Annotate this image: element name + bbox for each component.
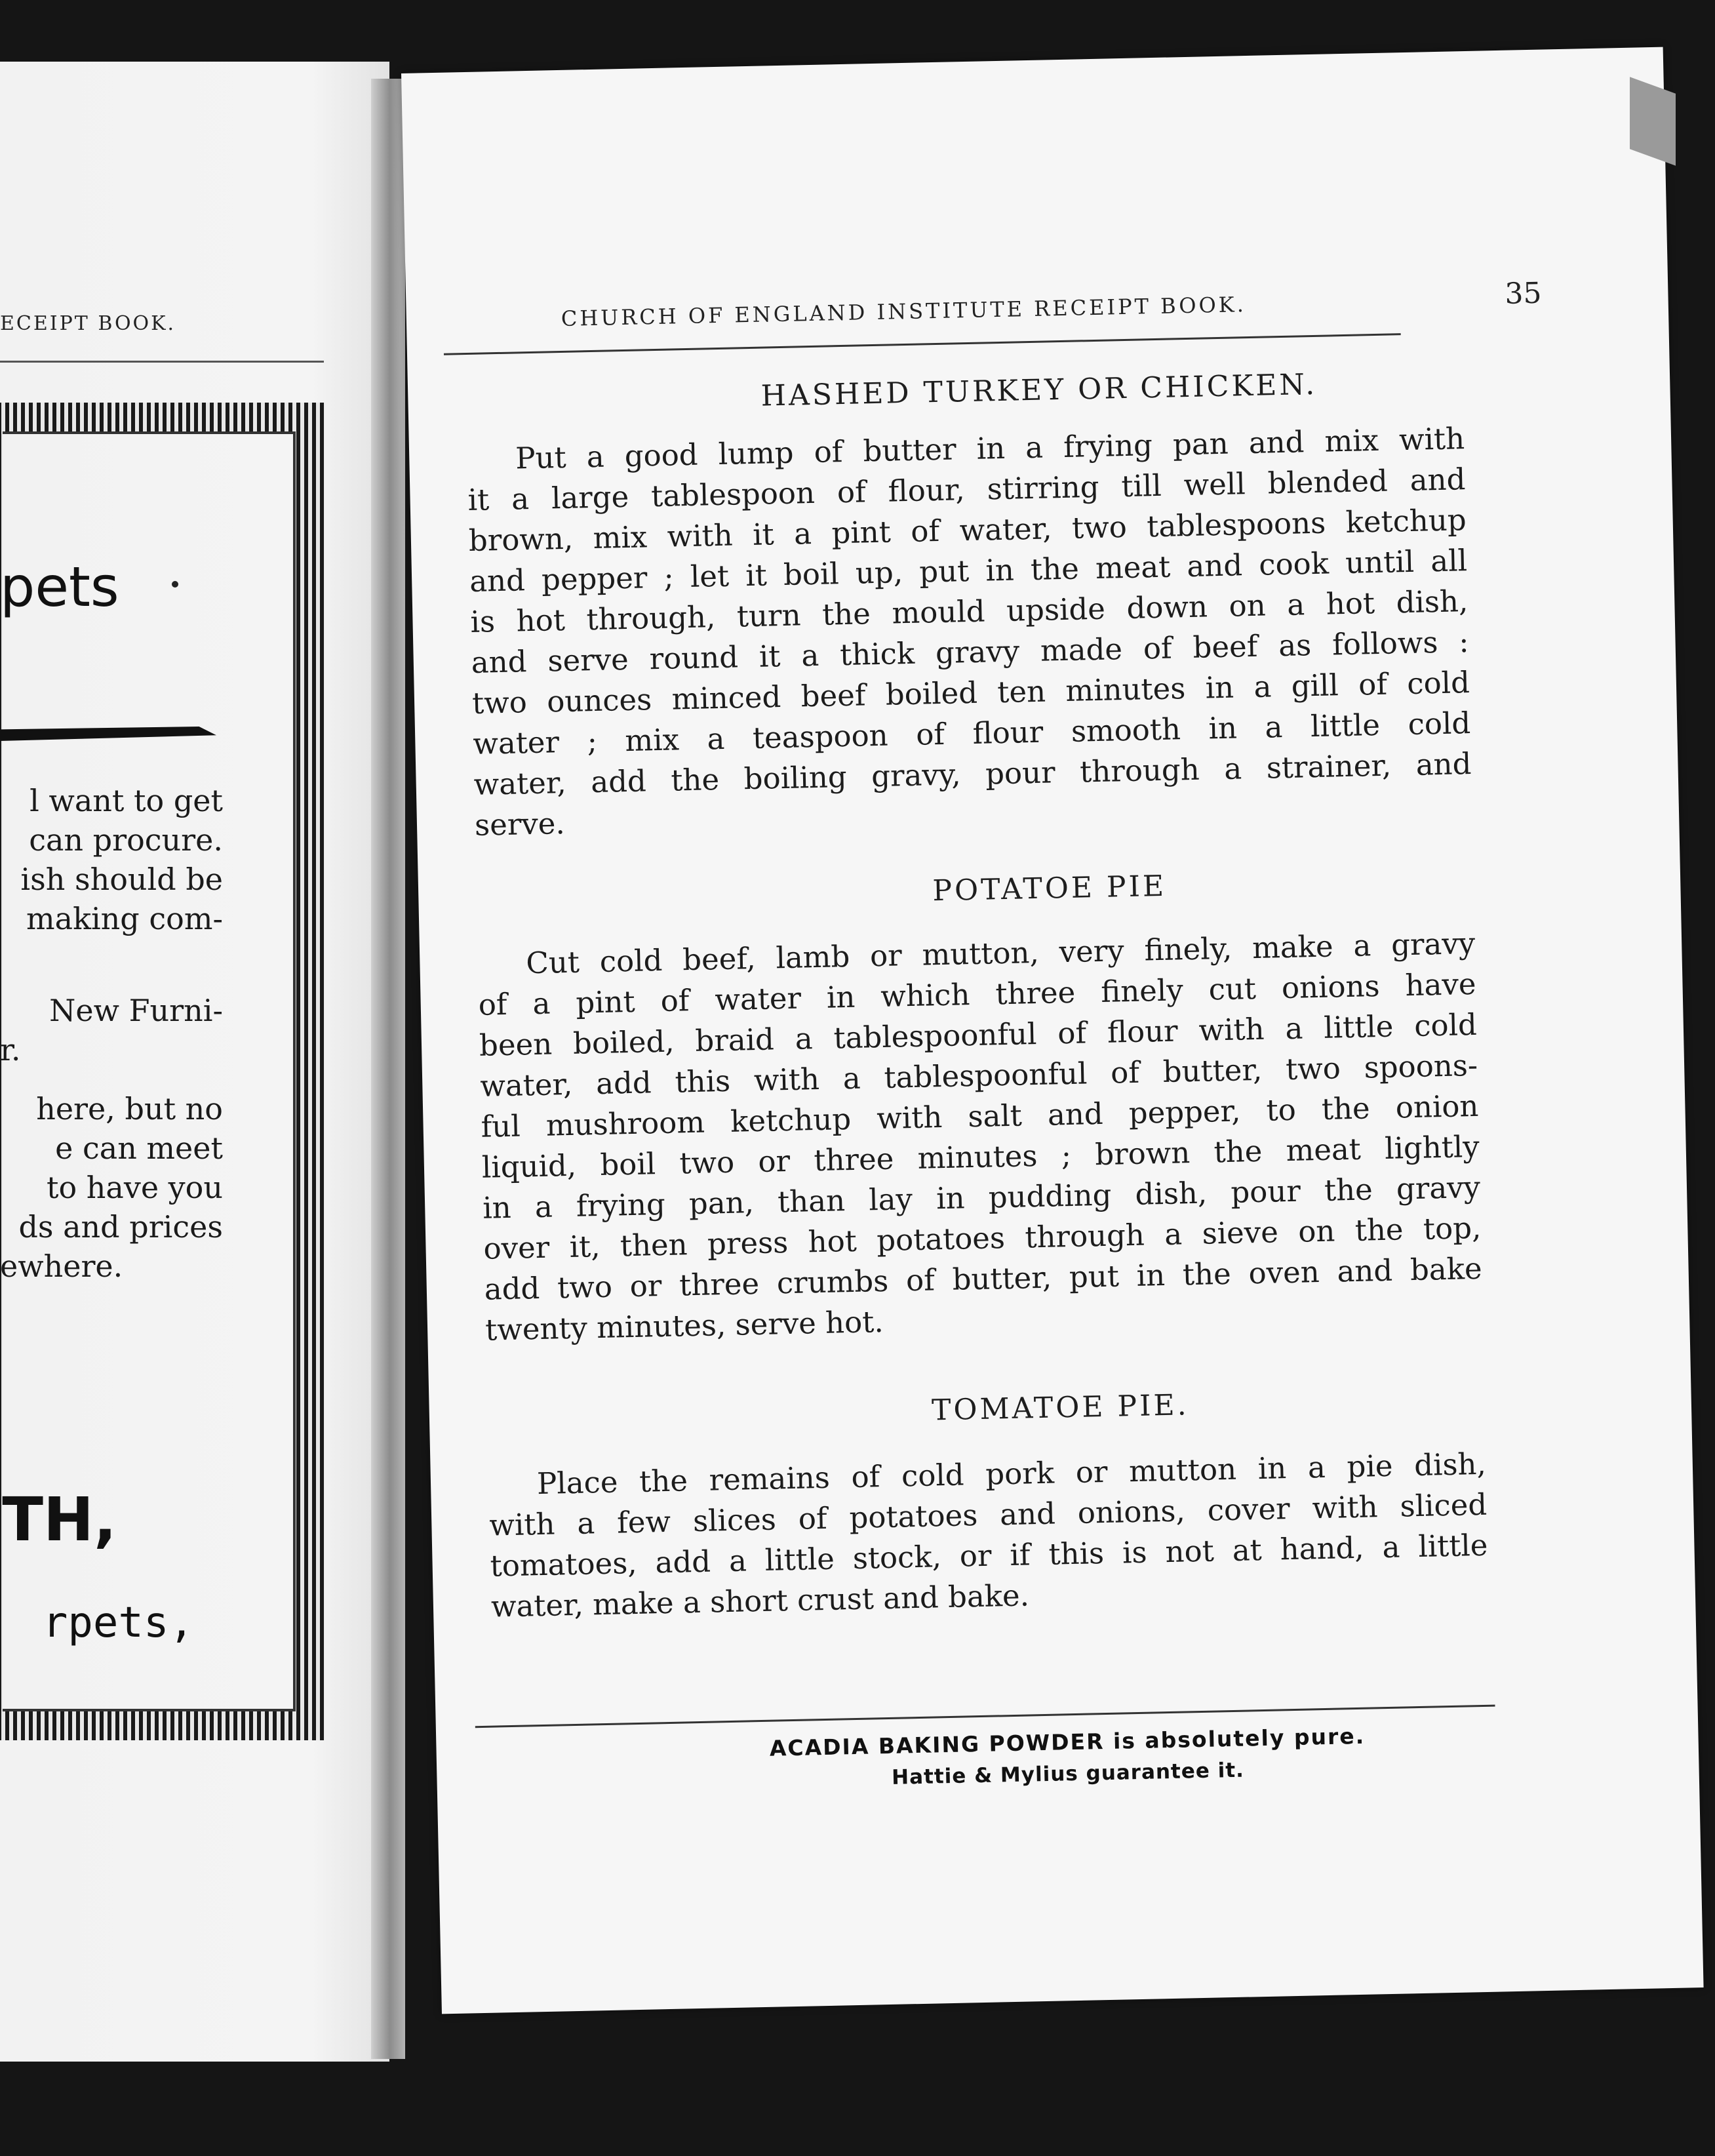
ad-text-line: New Furni- <box>49 993 223 1028</box>
recipe-line: brown, mix with it a pint of water, two tablespoons ketchup <box>468 502 1467 558</box>
recipe-line: tomatoes, add a little stock, or if this is not at hand, a little <box>490 1527 1488 1584</box>
recipe-line: twenty minutes, serve hot. <box>484 1304 884 1348</box>
ad-carpets-word: rpets, <box>42 1599 194 1647</box>
running-header-title: CHURCH OF ENGLAND INSTITUTE RECEIPT BOOK. <box>561 292 1247 331</box>
ad-text-line: e can meet <box>55 1130 223 1166</box>
ad-text-line: ds and prices <box>18 1209 223 1245</box>
ad-text-line: to have you <box>47 1170 223 1205</box>
ad-company-name: TH, <box>2 1485 117 1555</box>
ad-text-line: making com- <box>26 901 223 936</box>
ad-text-line: ewhere. <box>0 1248 123 1284</box>
recipe-line: in a frying pan, than lay in pudding dish, pour the gravy <box>482 1169 1481 1226</box>
recipe-line: serve. <box>474 806 566 843</box>
right-page <box>401 47 1704 2014</box>
recipe-line: water ; mix a teaspoon of flour smooth in a little cold <box>472 706 1471 761</box>
recipe-line: is hot through, turn the mould upside down on a hot dish, <box>469 584 1469 639</box>
recipe-body <box>488 1444 1489 1627</box>
recipe-body <box>477 923 1484 1351</box>
header-rule <box>444 333 1401 355</box>
ad-text-line: here, but no <box>36 1091 223 1127</box>
ad-text-line: ish should be <box>20 862 223 897</box>
recipe-line: water, add this with a tablespoonful of butter, two spoons- <box>479 1047 1478 1104</box>
page-number: 35 <box>1504 276 1542 311</box>
recipe-line: it a large tablespoon of flour, stirring till well blended and <box>467 462 1466 518</box>
recipe-line: Put a good lump of butter in a frying pan and mix with <box>515 421 1465 476</box>
recipe-line: Place the remains of cold pork or mutton in a pie dish, <box>536 1446 1487 1502</box>
recipe-line: two ounces minced beef boiled ten minutes in a gill of cold <box>471 665 1470 721</box>
left-page-header: ECEIPT BOOK. <box>0 312 176 335</box>
running-header <box>561 276 1542 331</box>
recipe-line: water, add the boiling gravy, pour through a strainer, and <box>473 746 1472 802</box>
recipe-line: of a pint of water in which three finely cut onions have <box>478 966 1476 1022</box>
ad-text-line: can procure. <box>29 822 223 858</box>
recipe-line: and pepper ; let it boil up, put in the meat and cook until all <box>469 543 1468 599</box>
recipe-line: add two or three crumbs of butter, put in the oven and bake <box>484 1250 1483 1307</box>
recipe-line: over it, then press hot potatoes through a sieve on the top, <box>483 1210 1482 1266</box>
recipe-title: TOMATOE PIE. <box>931 1388 1190 1427</box>
recipe-line: ful mushroom ketchup with salt and pepper, to the onion <box>481 1088 1479 1144</box>
ad-text-line: r. <box>0 1032 21 1068</box>
recipe-title: POTATOE PIE <box>932 869 1167 908</box>
recipe-line: liquid, boil two or three minutes ; brown the meat lightly <box>481 1128 1480 1185</box>
footer-advertisement: ACADIA BAKING POWDER is absolutely pure. <box>769 1723 1366 1761</box>
recipe-line: with a few slices of potatoes and onions, cover with sliced <box>488 1487 1488 1543</box>
footer-guarantee: Hattie & Mylius guarantee it. <box>891 1758 1245 1789</box>
ad-bullet <box>172 581 178 588</box>
left-page <box>0 62 389 2062</box>
recipe-title: HASHED TURKEY OR CHICKEN. <box>760 367 1318 413</box>
ad-text-line: l want to get <box>30 783 223 818</box>
book-gutter <box>371 79 405 2059</box>
recipe-line: Cut cold beef, lamb or mutton, very finely, make a gravy <box>525 925 1476 981</box>
recipe-line: and serve round it a thick gravy made of beef as follows : <box>471 624 1470 680</box>
recipe-body <box>467 418 1473 846</box>
recipe-line: been boiled, braid a tablespoonful of flour with a little cold <box>479 1007 1478 1063</box>
ad-headline-word: pets <box>0 555 119 619</box>
recipe-line: water, make a short crust and bake. <box>490 1578 1030 1624</box>
left-page-header-rule <box>0 361 324 363</box>
